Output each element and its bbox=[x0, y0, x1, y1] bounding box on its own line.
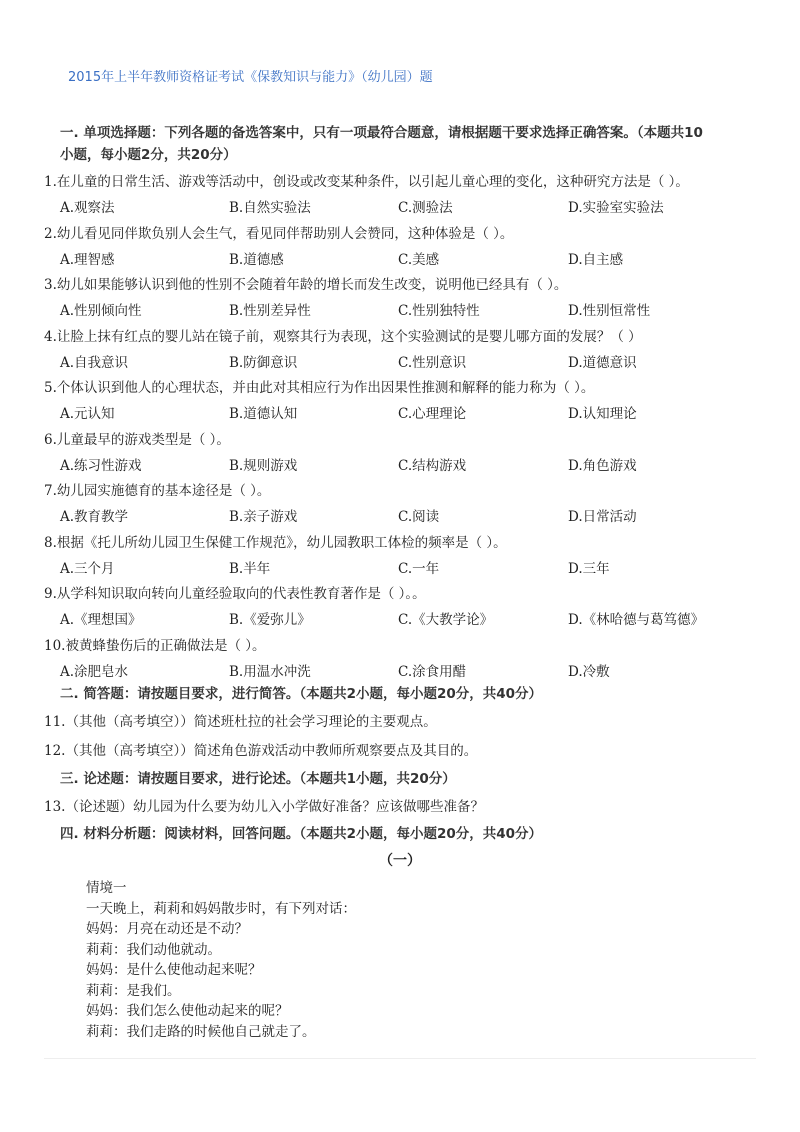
question-8-option-a: A.三个月 bbox=[60, 560, 115, 577]
question-1-stem: 1.在儿童的日常生活、游戏等活动中，创设或改变某种条件，以引起儿童心理的变化，这种研究方法是（ ）。 bbox=[44, 174, 689, 190]
question-10-stem: 10.被黄蜂蛰伤后的正确做法是（ ）。 bbox=[44, 637, 266, 654]
question-2-option-b: B.道德感 bbox=[229, 251, 284, 268]
dialogue-line: 莉莉：我们走路的时候他自己就走了。 bbox=[86, 1023, 316, 1040]
question-13: 13.（论述题）幼儿园为什么要为幼儿入小学做好准备？应该做哪些准备？ bbox=[44, 799, 484, 815]
question-5-stem: 5.个体认识到他人的心理状态，并由此对其相应行为作出因果性推测和解释的能力称为（ ）。 bbox=[44, 380, 595, 396]
question-6-option-a: A.练习性游戏 bbox=[60, 457, 142, 474]
material-part-one: （一） bbox=[379, 853, 421, 869]
question-10-option-d: D.冷敷 bbox=[568, 663, 610, 680]
question-8-option-d: D.三年 bbox=[568, 560, 610, 577]
question-3-option-a: A.性别倾向性 bbox=[60, 303, 142, 319]
dialogue-line: 情境一 bbox=[86, 880, 127, 896]
question-9-stem: 9.从学科知识取向转向儿童经验取向的代表性教育著作是（ ）。。 bbox=[44, 586, 426, 602]
question-2-stem: 2.幼儿看见同伴欺负别人会生气，看见同伴帮助别人会赞同，这种体验是（ ）。 bbox=[44, 225, 514, 242]
question-1-option-b: B.自然实验法 bbox=[229, 200, 311, 216]
dialogue-line: 妈妈：月亮在动还是不动？ bbox=[86, 921, 248, 937]
question-5-option-d: D.认知理论 bbox=[568, 406, 637, 422]
question-5-option-b: B.道德认知 bbox=[229, 406, 298, 422]
question-8-option-c: C.一年 bbox=[398, 560, 440, 577]
question-11: 11.（其他（高考填空））简述班杜拉的社会学习理论的主要观点。 bbox=[44, 714, 437, 730]
question-8-stem: 8.根据《托儿所幼儿园卫生保健工作规范》，幼儿园教职工体检的频率是（ ）。 bbox=[44, 534, 507, 551]
question-9-option-a: A.《理想国》 bbox=[60, 612, 142, 628]
question-6-option-c: C.结构游戏 bbox=[398, 457, 467, 474]
section-3-heading: 三. 论述题：请按题目要求，进行论述。（本题共1小题，共20分） bbox=[60, 771, 456, 787]
dialogue-line: 莉莉：我们动他就动。 bbox=[86, 941, 221, 958]
question-6-option-d: D.角色游戏 bbox=[568, 457, 637, 474]
section-1-heading-line2: 小题，每小题2分，共20分） bbox=[60, 147, 237, 163]
question-12: 12.（其他（高考填空））简述角色游戏活动中教师所观察要点及其目的。 bbox=[44, 743, 478, 759]
question-7-stem: 7.幼儿园实施德育的基本途径是（ ）。 bbox=[44, 483, 271, 499]
section-2-heading: 二. 简答题：请按题目要求，进行简答。（本题共2小题，每小题20分，共40分） bbox=[60, 686, 543, 702]
question-9-option-c: C.《大教学论》 bbox=[398, 612, 494, 628]
question-5-option-c: C.心理理论 bbox=[398, 406, 467, 422]
question-4-stem: 4.让脸上抹有红点的婴儿站在镜子前，观察其行为表现，这个实验测试的是婴儿哪方面的发展？（ ） bbox=[44, 328, 642, 345]
dialogue-line: 一天晚上，莉莉和妈妈散步时，有下列对话： bbox=[86, 900, 356, 917]
question-4-option-a: A.自我意识 bbox=[60, 354, 129, 371]
page-title: 2015年上半年教师资格证考试《保教知识与能力》（幼儿园）题 bbox=[68, 70, 433, 85]
question-3-option-d: D.性别恒常性 bbox=[568, 303, 651, 319]
question-4-option-c: C.性别意识 bbox=[398, 354, 467, 371]
question-10-option-a: A.涂肥皂水 bbox=[60, 663, 129, 680]
question-8-option-b: B.半年 bbox=[229, 560, 271, 577]
question-2-option-c: C.美感 bbox=[398, 251, 440, 268]
question-2-option-a: A.理智感 bbox=[60, 251, 115, 268]
question-7-option-c: C.阅读 bbox=[398, 509, 440, 525]
section-1-heading-line1: 一. 单项选择题：下列各题的备选答案中，只有一项最符合题意，请根据题干要求选择正确答案。（本题共10 bbox=[60, 125, 703, 141]
section-4-heading: 四. 材料分析题：阅读材料，回答问题。（本题共2小题，每小题20分，共40分） bbox=[60, 826, 543, 842]
question-7-option-a: A.教育教学 bbox=[60, 509, 129, 525]
question-9-option-b: B.《爱弥儿》 bbox=[229, 612, 311, 628]
page-divider bbox=[44, 1058, 756, 1059]
question-10-option-b: B.用温水冲洗 bbox=[229, 663, 311, 680]
dialogue-line: 妈妈：是什么使他动起来呢？ bbox=[86, 962, 262, 978]
question-5-option-a: A.元认知 bbox=[60, 406, 115, 422]
question-9-option-d: D.《林哈德与葛笃德》 bbox=[568, 612, 705, 628]
question-6-stem: 6.儿童最早的游戏类型是（ ）。 bbox=[44, 431, 230, 448]
question-10-option-c: C.涂食用醋 bbox=[398, 663, 467, 680]
question-7-option-b: B.亲子游戏 bbox=[229, 509, 298, 525]
section-1-heading bbox=[60, 122, 750, 166]
question-1-option-d: D.实验室实验法 bbox=[568, 200, 664, 216]
question-1-option-c: C.测验法 bbox=[398, 200, 453, 216]
question-3-option-b: B.性别差异性 bbox=[229, 303, 311, 319]
question-6-option-b: B.规则游戏 bbox=[229, 457, 298, 474]
dialogue-line: 妈妈：我们怎么使他动起来的呢？ bbox=[86, 1003, 289, 1019]
question-3-option-c: C.性别独特性 bbox=[398, 303, 480, 319]
dialogue-line: 莉莉：是我们。 bbox=[86, 982, 181, 999]
question-4-option-d: D.道德意识 bbox=[568, 354, 637, 371]
question-3-stem: 3.幼儿如果能够认识到他的性别不会随着年龄的增长而发生改变，说明他已经具有（ ）。 bbox=[44, 277, 568, 293]
question-7-option-d: D.日常活动 bbox=[568, 509, 637, 525]
question-1-option-a: A.观察法 bbox=[60, 200, 115, 216]
question-4-option-b: B.防御意识 bbox=[229, 354, 298, 371]
question-2-option-d: D.自主感 bbox=[568, 251, 624, 268]
